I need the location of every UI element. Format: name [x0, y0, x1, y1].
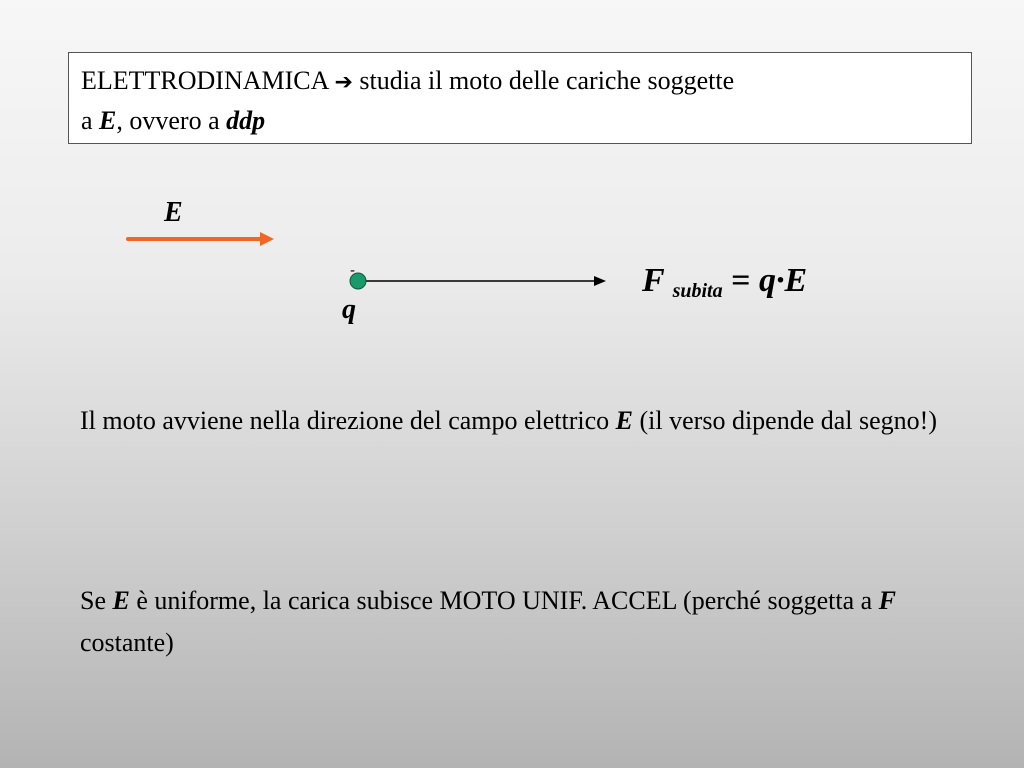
p2-E: E — [112, 586, 130, 615]
charge-sign: - — [350, 263, 356, 279]
formula-rhs: q·E — [758, 262, 808, 299]
title-prefix: ELETTRODINAMICA — [81, 66, 328, 95]
p2-text-b: è uniforme, la carica subisce MOTO UNIF. ACCEL (perché soggetta a — [129, 586, 879, 615]
title-line2-b: , ovvero a — [116, 106, 227, 135]
force-formula — [642, 262, 807, 300]
title-rest: studia il moto delle cariche soggette — [352, 66, 735, 95]
p1-text-b: (il verso dipende dal segno!) — [633, 406, 937, 435]
formula-equals: = — [722, 262, 759, 299]
title-line2-E: E — [99, 106, 117, 135]
title-line2-a: a — [81, 106, 100, 135]
field-label: E — [164, 197, 183, 228]
p1-text-a: Il moto avviene nella direzione del campo elettrico — [80, 406, 616, 435]
p1-E: E — [615, 406, 634, 435]
charge-label: q — [342, 294, 356, 325]
formula-F: F — [642, 262, 665, 299]
p2-F: F — [878, 586, 896, 615]
field-arrow-head — [260, 232, 274, 246]
p2-text-a: Se — [80, 586, 113, 615]
force-arrow-head — [594, 276, 606, 286]
p2-text-c: costante) — [80, 628, 174, 657]
formula-subscript: subita — [672, 280, 723, 302]
paragraph-uniform — [80, 580, 946, 664]
right-arrow-icon: ➔ — [334, 70, 353, 95]
paragraph-direction — [80, 400, 946, 442]
title-line2-ddp: ddp — [226, 106, 266, 135]
